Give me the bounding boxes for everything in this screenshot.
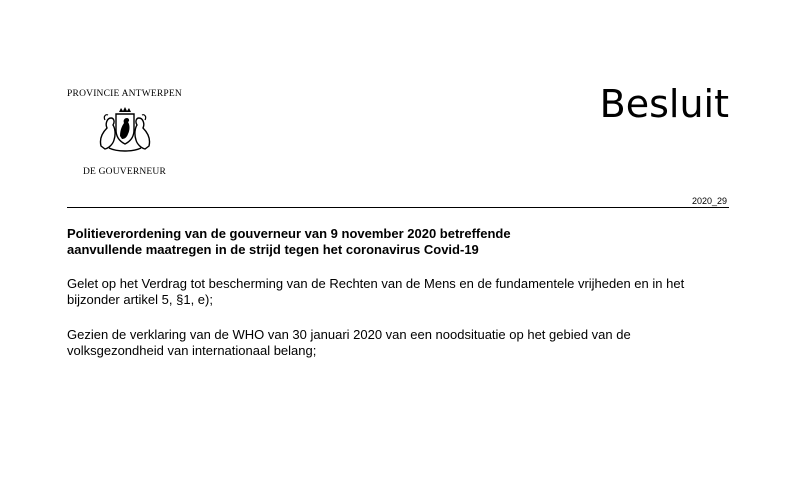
coat-of-arms-icon xyxy=(95,106,155,152)
paragraph-line: volksgezondheid van internationaal belang; xyxy=(67,343,317,358)
reference-number: 2020_29 xyxy=(691,196,727,206)
paragraph-who-declaration xyxy=(67,327,737,359)
paragraph-legal-basis xyxy=(67,276,737,308)
document-title-line: Politieverordening van de gouverneur van 9 november 2020 betreffende xyxy=(67,226,511,241)
governor-label: DE GOUVERNEUR xyxy=(82,167,167,177)
paragraph-line: Gelet op het Verdrag tot bescherming van de Rechten van de Mens en de fundamentele vrijheden en in het xyxy=(67,276,685,291)
paragraph-line: bijzonder artikel 5, §1, e); xyxy=(67,292,213,307)
province-name: PROVINCIE ANTWERPEN xyxy=(67,89,182,99)
paragraph-line: Gezien de verklaring van de WHO van 30 januari 2020 van een noodsituatie op het gebied van de xyxy=(67,327,631,342)
document-type-title: Besluit xyxy=(599,82,729,126)
issuer-block xyxy=(62,88,187,178)
document-title-line: aanvullende maatregen in de strijd tegen het coronavirus Covid-19 xyxy=(67,242,479,257)
document-title xyxy=(67,226,687,258)
header-divider xyxy=(67,207,729,208)
